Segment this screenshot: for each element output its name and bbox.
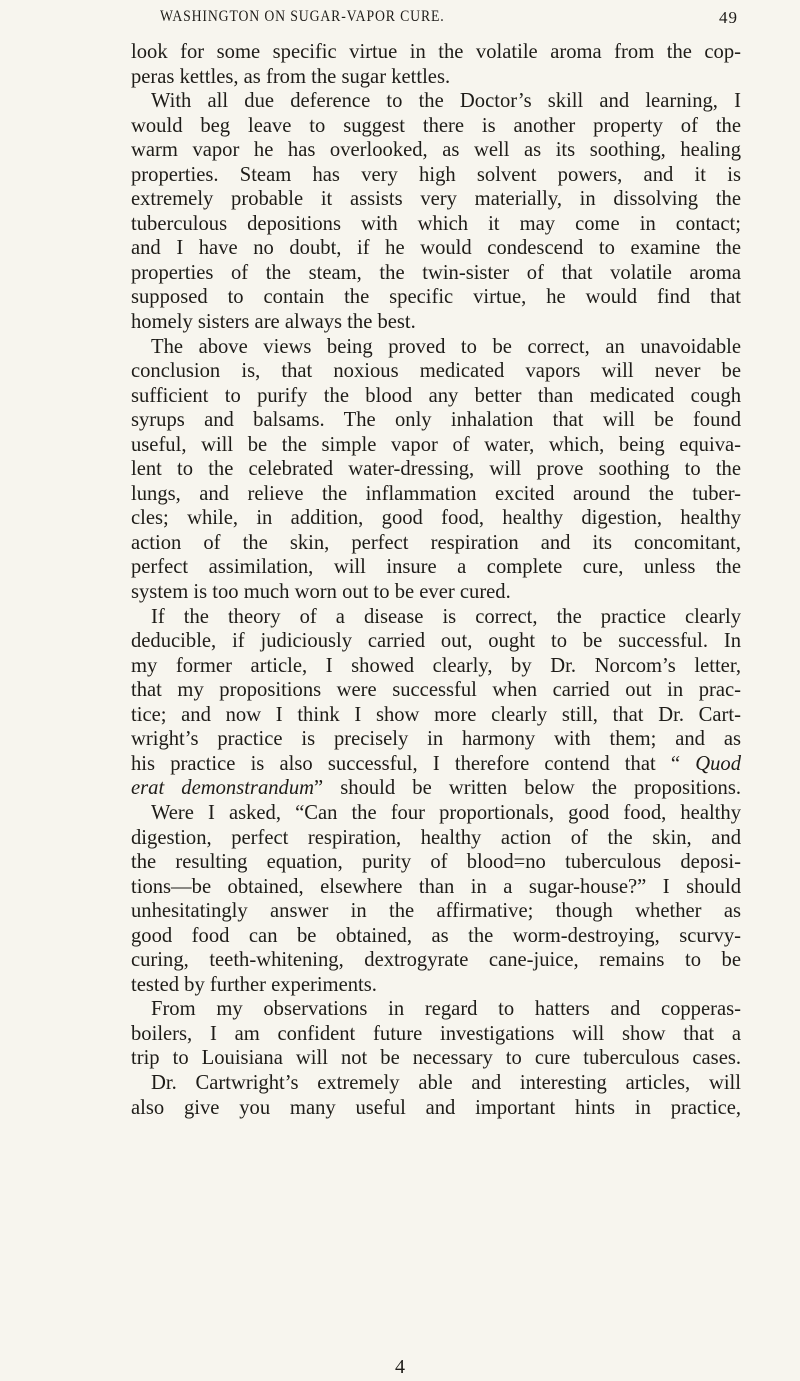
- text-line-content: syrups and balsams. The only inhalation that will be found: [131, 409, 741, 432]
- text-line-content: curing, teeth-whitening, dextrogyrate cane-juice, remains to be: [131, 949, 741, 972]
- text-line: [131, 580, 741, 605]
- text-line: [131, 703, 741, 728]
- text-line: [131, 285, 741, 310]
- text-line-content: properties. Steam has very high solvent powers, and it is: [131, 163, 741, 186]
- text-line-content: would beg leave to suggest there is another property of the: [131, 114, 741, 137]
- text-line: [131, 875, 741, 900]
- text-line: [131, 826, 741, 851]
- text-line-content: action of the skin, perfect respiration and its concomitant,: [131, 531, 741, 554]
- text-line: [131, 114, 741, 139]
- text-line: [131, 236, 741, 261]
- text-line-content: useful, will be the simple vapor of water, which, being equiva-: [131, 433, 741, 456]
- text-line: [131, 359, 741, 384]
- page-number: 49: [719, 8, 738, 27]
- text-line: [131, 187, 741, 212]
- text-line: [131, 948, 741, 973]
- text-line-content: look for some specific virtue in the volatile aroma from the cop-: [131, 41, 741, 63]
- text-line: [131, 310, 741, 335]
- text-line: [131, 89, 741, 114]
- text-line-content: Were I asked, “Can the four proportionals, good food, healthy: [151, 801, 741, 824]
- text-line-content: homely sisters are always the best.: [131, 311, 416, 334]
- text-line: [131, 384, 741, 409]
- text-line: [131, 654, 741, 679]
- text-line-continuation: ” should be written below the propositions.: [314, 777, 741, 800]
- text-line-content: my former article, I showed clearly, by Dr. Norcom’s letter,: [131, 654, 741, 677]
- text-line-content: sufficient to purify the blood any better than medicated cough: [131, 384, 741, 407]
- text-line-content: unhesitatingly answer in the affirmative; though whether as: [131, 900, 741, 923]
- text-line: [131, 555, 741, 580]
- text-line-content: wright’s practice is precisely in harmony with them; and as: [131, 728, 741, 751]
- text-line-content: trip to Louisiana will not be necessary to cure tuberculous cases.: [131, 1047, 741, 1070]
- text-line: [131, 212, 741, 237]
- text-line-content: lungs, and relieve the inflammation excited around the tuber-: [131, 482, 741, 505]
- text-line-content: The above views being proved to be correct, an unavoidable: [151, 335, 741, 358]
- text-line-content: If the theory of a disease is correct, the practice clearly: [151, 605, 741, 628]
- text-line-content: From my observations in regard to hatters and copperas-: [151, 998, 741, 1021]
- text-line-content: tested by further experiments.: [131, 973, 377, 996]
- text-line: [131, 629, 741, 654]
- text-line-content: good food can be obtained, as the worm-destroying, scurvy-: [131, 924, 741, 947]
- text-line: [131, 457, 741, 482]
- text-line: [131, 65, 741, 90]
- text-line-content: supposed to contain the specific virtue, he would find that: [131, 286, 741, 309]
- text-line-content: extremely probable it assists very materially, in dissolving the: [131, 188, 741, 211]
- text-line: [131, 408, 741, 433]
- signature-mark: 4: [395, 1356, 405, 1378]
- text-line: [131, 924, 741, 949]
- text-line: [131, 1071, 741, 1096]
- text-line: [131, 531, 741, 556]
- text-line-content: properties of the steam, the twin-sister of that volatile aroma: [131, 261, 741, 284]
- text-line-content: peras kettles, as from the sugar kettles.: [131, 65, 451, 88]
- text-line-content: deducible, if judiciously carried out, ought to be successful. In: [131, 630, 741, 653]
- text-line: [131, 997, 741, 1022]
- text-line-content: also give you many useful and important hints in practice,: [131, 1096, 741, 1119]
- text-line: [131, 163, 741, 188]
- text-line-content: digestion, perfect respiration, healthy action of the skin, and: [131, 826, 741, 849]
- text-line-content: that my propositions were successful when carried out in prac-: [131, 679, 741, 702]
- text-line: [131, 727, 741, 752]
- text-line-content: Dr. Cartwright’s extremely able and interesting articles, will: [151, 1071, 741, 1094]
- text-line-content: his practice is also successful, I therefore contend that “: [131, 752, 681, 775]
- text-line-content: lent to the celebrated water-dressing, will prove soothing to the: [131, 458, 741, 481]
- text-line: [131, 776, 741, 801]
- text-line: [131, 261, 741, 286]
- italic-phrase: erat demonstrandum: [131, 777, 314, 800]
- text-line: [131, 973, 741, 998]
- text-line: [131, 1022, 741, 1047]
- text-line-content: the resulting equation, purity of blood=no tuberculous deposi-: [131, 851, 741, 874]
- text-line-content: tice; and now I think I show more clearly still, that Dr. Cart-: [131, 703, 741, 726]
- text-line: [131, 433, 741, 458]
- text-line: [131, 850, 741, 875]
- text-line: [131, 482, 741, 507]
- text-line-content: tuberculous depositions with which it may come in contact;: [131, 212, 741, 235]
- text-line-content: perfect assimilation, will insure a complete cure, unless the: [131, 556, 741, 579]
- text-line-content: and I have no doubt, if he would condescend to examine the: [131, 237, 741, 260]
- text-line: [131, 1096, 741, 1121]
- text-line-content: system is too much worn out to be ever cured.: [131, 581, 511, 604]
- text-line-content: cles; while, in addition, good food, healthy digestion, healthy: [131, 507, 741, 530]
- text-line: [131, 899, 741, 924]
- text-line: [131, 40, 741, 65]
- text-line-content: boilers, I am confident future investigations will show that a: [131, 1022, 741, 1045]
- text-line-content: conclusion is, that noxious medicated vapors will never be: [131, 360, 741, 383]
- running-head: [160, 8, 738, 26]
- body-text: [131, 40, 741, 1120]
- text-line-content: With all due deference to the Doctor’s skill and learning, I: [151, 90, 741, 113]
- text-line: [131, 801, 741, 826]
- text-line-content: tions—be obtained, elsewhere than in a sugar-house?” I should: [131, 875, 741, 898]
- italic-phrase: Quod: [695, 752, 741, 775]
- text-line: [131, 506, 741, 531]
- text-line: [131, 752, 741, 777]
- text-line: [131, 1046, 741, 1071]
- running-head-title: WASHINGTON ON SUGAR-VAPOR CURE.: [160, 8, 445, 25]
- text-line: [131, 678, 741, 703]
- text-line-content: warm vapor he has overlooked, as well as its soothing, healing: [131, 139, 741, 162]
- text-line: [131, 335, 741, 360]
- text-line: [131, 138, 741, 163]
- text-line: [131, 605, 741, 630]
